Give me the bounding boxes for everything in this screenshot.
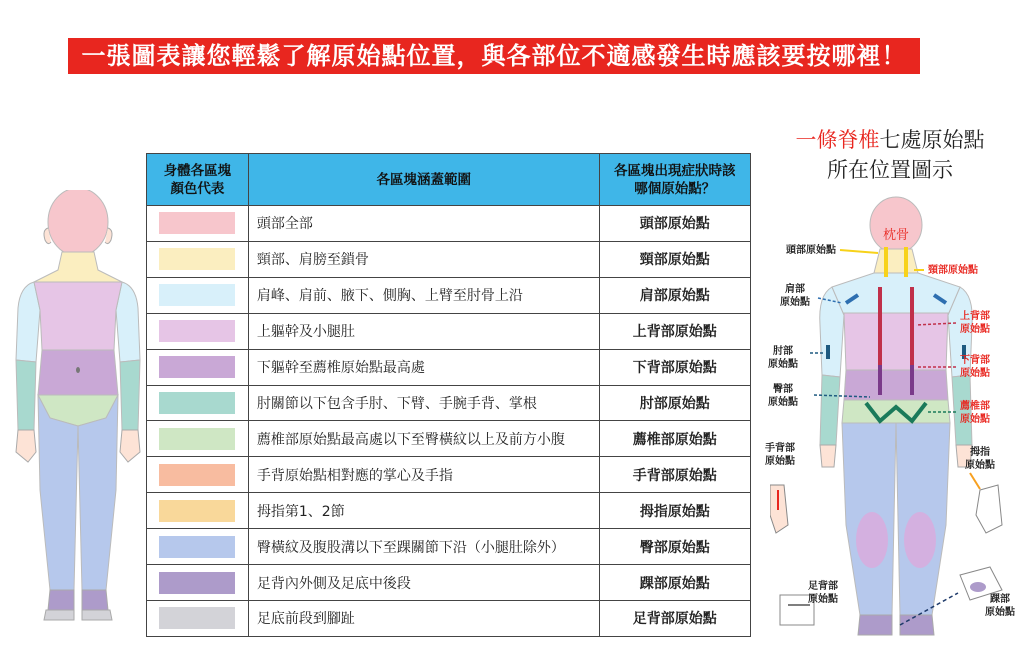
- label-neck-point: 頸部原始點: [928, 265, 978, 276]
- front-left-leg: [38, 395, 78, 590]
- point-cell: 上背部原始點: [599, 313, 750, 349]
- label-sacrum-point: 薦椎部 原始點: [960, 401, 990, 425]
- range-cell: 臀橫紋及腹股溝以下至踝關節下沿（小腿肚除外）: [248, 529, 599, 565]
- back-lower-region: [844, 370, 948, 400]
- point-cell: 臀部原始點: [599, 529, 750, 565]
- table-row: [147, 529, 751, 565]
- header-range: 各區塊涵蓋範圍: [248, 154, 599, 206]
- label-hip-point: 臀部 原始點: [768, 384, 798, 408]
- range-cell: 上軀幹及小腿肚: [248, 313, 599, 349]
- color-swatch: [159, 284, 235, 306]
- label-foot-back-point: 足背部 原始點: [808, 581, 838, 605]
- zone-table: [146, 153, 751, 637]
- swatch-cell: [147, 457, 249, 493]
- occipital-label: 枕骨: [882, 228, 910, 243]
- front-left-forearm: [16, 360, 36, 430]
- point-cell: 手背部原始點: [599, 457, 750, 493]
- point-cell: 肘部原始點: [599, 385, 750, 421]
- point-cell: 薦椎部原始點: [599, 421, 750, 457]
- range-cell: 肩峰、肩前、腋下、側胸、上臂至肘骨上沿: [248, 277, 599, 313]
- right-title-rest: 七處原始點: [879, 128, 985, 152]
- back-upper-region: [844, 313, 948, 370]
- color-swatch: [159, 607, 235, 629]
- table-row: [147, 313, 751, 349]
- table-row: [147, 421, 751, 457]
- swatch-cell: [147, 241, 249, 277]
- color-swatch: [159, 464, 235, 486]
- table-row: [147, 565, 751, 601]
- front-right-foot: [82, 590, 108, 610]
- table-row: [147, 349, 751, 385]
- swatch-cell: [147, 349, 249, 385]
- right-title: [770, 125, 1010, 185]
- label-lower-back-point: 下背部 原始點: [960, 355, 990, 379]
- color-swatch: [159, 356, 235, 378]
- point-cell: 足背部原始點: [599, 600, 750, 636]
- front-left-foot: [48, 590, 74, 610]
- label-thumb-point: 拇指 原始點: [965, 447, 995, 471]
- color-swatch: [159, 572, 235, 594]
- range-cell: 足背內外側及足底中後段: [248, 565, 599, 601]
- label-shoulder-point: 肩部 原始點: [780, 284, 810, 308]
- front-body-figure: [10, 190, 150, 630]
- table-row: [147, 206, 751, 242]
- front-right-leg: [78, 395, 118, 590]
- label-ankle-point: 踝部 原始點: [985, 594, 1015, 618]
- front-right-hand: [120, 430, 140, 462]
- header-point: 各區塊出現症狀時該 哪個原始點？: [599, 154, 750, 206]
- color-swatch: [159, 536, 235, 558]
- table-row: [147, 385, 751, 421]
- color-swatch: [159, 212, 235, 234]
- label-head-point: 頭部原始點: [786, 245, 836, 256]
- label-upper-back-point: 上背部 原始點: [960, 311, 990, 335]
- right-title-line2: 所在位置圖示: [827, 158, 953, 182]
- front-head-region: [48, 190, 108, 256]
- swatch-cell: [147, 565, 249, 601]
- point-cell: 拇指原始點: [599, 493, 750, 529]
- table-row: [147, 600, 751, 636]
- range-cell: 拇指第1、2節: [248, 493, 599, 529]
- label-elbow-point: 肘部 原始點: [768, 346, 798, 370]
- back-neck-region: [874, 249, 918, 273]
- color-swatch: [159, 392, 235, 414]
- range-cell: 手背原始點相對應的掌心及手指: [248, 457, 599, 493]
- color-swatch: [159, 248, 235, 270]
- header-color: 身體各區塊 顏色代表: [147, 154, 249, 206]
- range-cell: 薦椎部原始點最高處以下至臀橫紋以上及前方小腹: [248, 421, 599, 457]
- swatch-cell: [147, 277, 249, 313]
- range-cell: 肘關節以下包含手肘、下臂、手腕手背、掌根: [248, 385, 599, 421]
- range-cell: 下軀幹至薦椎原始點最高處: [248, 349, 599, 385]
- back-head-region: [870, 197, 922, 253]
- point-cell: 頸部原始點: [599, 241, 750, 277]
- table-row: [147, 277, 751, 313]
- color-swatch: [159, 428, 235, 450]
- front-right-forearm: [120, 360, 140, 430]
- point-cell: 肩部原始點: [599, 277, 750, 313]
- range-cell: 頸部、肩膀至鎖骨: [248, 241, 599, 277]
- label-hand-back-point: 手背部 原始點: [765, 443, 795, 467]
- color-swatch: [159, 320, 235, 342]
- front-neck-region: [34, 252, 122, 282]
- range-cell: 足底前段到腳趾: [248, 600, 599, 636]
- swatch-cell: [147, 600, 249, 636]
- swatch-cell: [147, 313, 249, 349]
- point-cell: 下背部原始點: [599, 349, 750, 385]
- point-cell: 頭部原始點: [599, 206, 750, 242]
- color-swatch: [159, 500, 235, 522]
- table-row: [147, 457, 751, 493]
- point-cell: 踝部原始點: [599, 565, 750, 601]
- banner-title: 一張圖表讓您輕鬆了解原始點位置，與各部位不適感發生時應該要按哪裡！: [68, 38, 920, 74]
- right-title-highlight: 一條脊椎: [795, 128, 880, 152]
- front-left-hand: [16, 430, 36, 462]
- range-cell: 頭部全部: [248, 206, 599, 242]
- swatch-cell: [147, 421, 249, 457]
- swatch-cell: [147, 385, 249, 421]
- table-row: [147, 241, 751, 277]
- swatch-cell: [147, 529, 249, 565]
- table-row: [147, 493, 751, 529]
- swatch-cell: [147, 493, 249, 529]
- swatch-cell: [147, 206, 249, 242]
- front-upper-torso: [34, 282, 122, 350]
